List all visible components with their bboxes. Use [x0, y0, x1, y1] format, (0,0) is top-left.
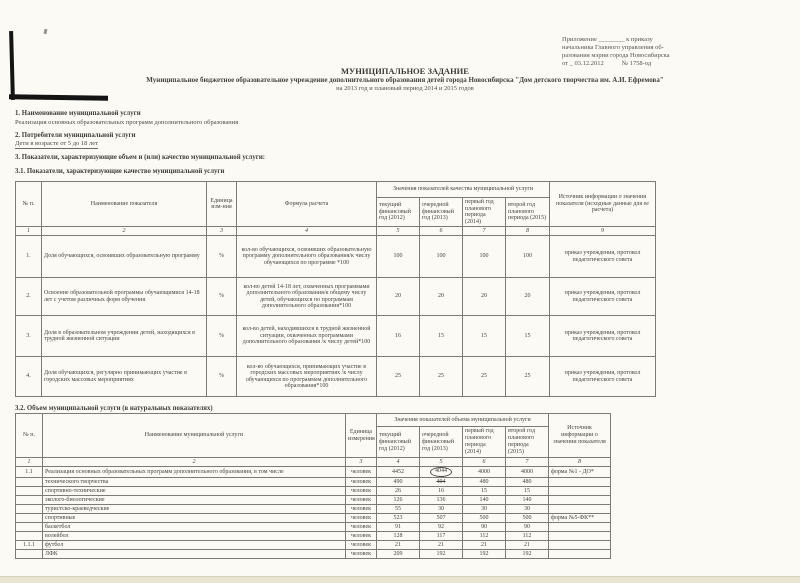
col-header-number: № п. [16, 414, 43, 458]
table-header-row [16, 182, 656, 198]
value-2015-cell: 500 [506, 514, 549, 523]
value-2014-cell: 15 [463, 316, 506, 357]
value-2014-cell: 112 [463, 532, 506, 541]
table-row [16, 478, 611, 487]
table-row [16, 532, 611, 541]
col-header-service-name: Наименование муниципальной услуги [43, 414, 346, 458]
formula-cell: кол-во обучающихся, освоивших образовательную программу дополнительного образования/к числу обучающихся по программе *100 [237, 236, 377, 278]
section1-heading: 1. Наименование муниципальной услуги [15, 110, 141, 117]
value-2013-cell: 117 [420, 532, 463, 541]
value-2013-cell: 21 [420, 541, 463, 550]
unit-cell: человек [346, 478, 377, 487]
table-row [16, 357, 656, 397]
column-number: 5 [420, 458, 463, 467]
column-number: 8 [549, 458, 611, 467]
col-header-unit: Единица изм-ния [207, 182, 237, 227]
service-name-cell: баскетбол [43, 523, 346, 532]
scan-bottom-edge [0, 576, 800, 583]
section2-body: Дети в возрасте от 5 до 18 лет [15, 140, 99, 147]
source-cell: форма №1 - ДО* [549, 467, 611, 478]
row-number-cell [16, 487, 43, 496]
value-2014-cell: 480 [463, 478, 506, 487]
value-2015-cell: 4000 [506, 467, 549, 478]
row-number-cell: 2. [16, 278, 42, 316]
table-row [16, 278, 656, 316]
value-2012-cell: 4452 [377, 467, 420, 478]
col-header-unit: Единица измерения [346, 414, 377, 458]
value-2015-cell: 15 [506, 316, 550, 357]
source-cell [549, 505, 611, 514]
unit-cell: человек [346, 550, 377, 559]
source-cell: приказ учреждения, протокол педагогического совета [550, 236, 656, 278]
column-number: 2 [43, 458, 346, 467]
unit-cell: человек [346, 532, 377, 541]
table-header-row [16, 414, 611, 427]
unit-cell: % [207, 316, 237, 357]
unit-cell: человек [346, 487, 377, 496]
value-2013-cell: 30 [420, 505, 463, 514]
quality-indicators-table [15, 181, 656, 397]
value-2012-cell: 25 [377, 357, 420, 397]
section3-1-heading: 3.1. Показатели, характеризующие качество муниципальной услуги [15, 168, 225, 175]
column-number: 6 [463, 458, 506, 467]
appendix-note-line: Приложение ________ к приказу [562, 36, 653, 43]
column-number: 7 [506, 458, 549, 467]
column-number: 7 [463, 227, 506, 236]
value-2015-cell: 112 [506, 532, 549, 541]
value-2012-cell: 16 [377, 316, 420, 357]
indicator-name-cell: Доля обучающихся, освоивших образовательную программу [42, 236, 207, 278]
unit-cell: человек [346, 514, 377, 523]
column-number: 1 [16, 227, 42, 236]
col-header-indicator-name: Наименование показателя [42, 182, 207, 227]
column-number: 6 [420, 227, 463, 236]
column-number: 2 [42, 227, 207, 236]
column-number: 1 [16, 458, 43, 467]
source-cell [549, 496, 611, 505]
service-name-cell: волейбол [43, 532, 346, 541]
row-number-cell: 1. [16, 236, 42, 278]
source-cell [549, 478, 611, 487]
source-cell [549, 532, 611, 541]
col-header-source: Источник информации о значении показателя [549, 414, 611, 458]
table-row [16, 496, 611, 505]
unit-cell: человек [346, 505, 377, 514]
source-cell: форма №5-ФК** [549, 514, 611, 523]
row-number-cell: 4. [16, 357, 42, 397]
value-2015-cell: 100 [506, 236, 550, 278]
handwritten-circle-annotation: 4044 [430, 467, 452, 477]
source-cell [549, 550, 611, 559]
col-header-year-2012: текущий финансовый год (2012) [377, 427, 420, 458]
value-2015-cell: 25 [506, 357, 550, 397]
value-2012-cell: 21 [377, 541, 420, 550]
service-name-cell: спортивно-технические [43, 487, 346, 496]
value-2012-cell: 128 [377, 532, 420, 541]
row-number-cell [16, 523, 43, 532]
appendix-note-line: начальника Главного управления об- [562, 44, 664, 51]
column-number: 8 [506, 227, 550, 236]
source-cell: приказ учреждения, протокол педагогического совета [550, 316, 656, 357]
value-2015-cell: 21 [506, 541, 549, 550]
unit-cell: % [207, 357, 237, 397]
value-2012-cell: 91 [377, 523, 420, 532]
col-header-year-2015: второй год планового периода (2015) [506, 198, 550, 227]
column-number-row [16, 227, 656, 236]
value-2013-cell: 136 [420, 496, 463, 505]
col-header-formula: Формула расчета [237, 182, 377, 227]
unit-cell: человек [346, 467, 377, 478]
col-header-year-2012: текущий финансовый год (2012) [377, 198, 420, 227]
service-name-cell: ЛФК [43, 550, 346, 559]
col-group-volume-values: Значения показателей объема муниципальной услуги [377, 414, 549, 427]
value-2013-cell: 92 [420, 523, 463, 532]
value-2014-cell: 100 [463, 236, 506, 278]
scan-corner-mark-horizontal [9, 94, 108, 100]
value-2015-cell: 15 [506, 487, 549, 496]
value-2013-cell: 25 [420, 357, 463, 397]
column-number: 5 [377, 227, 420, 236]
source-cell: приказ учреждения, протокол педагогического совета [550, 357, 656, 397]
value-2013-cell: 100 [420, 236, 463, 278]
table-row [16, 550, 611, 559]
formula-cell: кол-во детей, находившихся в трудной жизненной ситуации, охваченных программами дополнительного образования /к числу детей*100 [237, 316, 377, 357]
value-2013-cell-struck: 494 [420, 478, 463, 487]
col-header-year-2014: первый год планового периода (2014) [463, 198, 506, 227]
col-header-source: Источник информации о значении показателя (исходные данные для ее расчета) [550, 182, 656, 227]
source-cell [549, 487, 611, 496]
document-subtitle: Муниципальное бюджетное образовательное учреждение дополнительного образования детей города Новосибирска "Дом детского творчества им. А.И. Ефремова" [146, 76, 664, 84]
table-row [16, 541, 611, 550]
value-2015-cell: 480 [506, 478, 549, 487]
table-row [16, 487, 611, 496]
unit-cell: человек [346, 523, 377, 532]
value-2013-cell: 20 [420, 278, 463, 316]
col-header-year-2013: очередной финансовый год (2013) [420, 198, 463, 227]
row-number-cell [16, 514, 43, 523]
unit-cell: % [207, 236, 237, 278]
column-number: 3 [207, 227, 237, 236]
source-cell: приказ учреждения, протокол педагогического совета [550, 278, 656, 316]
value-2015-cell: 90 [506, 523, 549, 532]
value-2014-cell: 192 [463, 550, 506, 559]
unit-cell: человек [346, 541, 377, 550]
table-row [16, 316, 656, 357]
col-header-year-2015: второй год планового периода (2015) [506, 427, 549, 458]
column-number-row [16, 458, 611, 467]
table-row [16, 523, 611, 532]
indicator-name-cell: Доля обучающихся, регулярно принимающих участие в городских массовых мероприятиях [42, 357, 207, 397]
row-number-cell [16, 478, 43, 487]
value-2014-cell: 140 [463, 496, 506, 505]
value-2014-cell: 20 [463, 278, 506, 316]
row-number-cell: 1.1.1 [16, 541, 43, 550]
row-number-cell [16, 496, 43, 505]
table-row [16, 467, 611, 478]
row-number-cell: 3. [16, 316, 42, 357]
table-row [16, 505, 611, 514]
value-2015-cell: 30 [506, 505, 549, 514]
source-cell [549, 541, 611, 550]
value-2012-cell: 20 [377, 278, 420, 316]
table-row [16, 514, 611, 523]
value-2013-cell: 16 [420, 487, 463, 496]
source-cell [549, 523, 611, 532]
unit-cell: человек [346, 496, 377, 505]
document-title: МУНИЦИПАЛЬНОЕ ЗАДАНИЕ [341, 66, 469, 76]
value-2014-cell: 25 [463, 357, 506, 397]
column-number: 4 [237, 227, 377, 236]
col-header-number: № п. [16, 182, 42, 227]
section1-body: Реализация основных образовательных программ дополнительного образования [15, 119, 239, 126]
value-2014-cell: 90 [463, 523, 506, 532]
formula-cell: кол-во детей 14-18 лет, охваченных программами дополнительного образования/к общему числу детей, обучающихся по программам дополнительного образования*100 [237, 278, 377, 316]
value-2013-cell: 192 [420, 550, 463, 559]
document-period: на 2013 год и плановый период 2014 и 2015 годов [336, 85, 474, 92]
col-group-quality-values: Значения показателей качества муниципальной услуги [377, 182, 550, 198]
row-number-cell: 1.1 [16, 467, 43, 478]
row-number-cell [16, 532, 43, 541]
service-name-cell: туристско-краеведческие [43, 505, 346, 514]
unit-cell: % [207, 278, 237, 316]
column-number: 3 [346, 458, 377, 467]
col-header-year-2013: очередной финансовый год (2013) [420, 427, 463, 458]
value-2013-cell: 507 [420, 514, 463, 523]
section3-2-heading: 3.2. Объем муниципальной услуги (в натуральных показателях) [15, 405, 213, 412]
value-2014-cell: 21 [463, 541, 506, 550]
column-number: 4 [377, 458, 420, 467]
value-2012-cell: 209 [377, 550, 420, 559]
appendix-note-line: разования мэрии города Новосибирска [562, 52, 670, 59]
value-2012-cell: 100 [377, 236, 420, 278]
value-2015-cell: 192 [506, 550, 549, 559]
value-2015-cell: 20 [506, 278, 550, 316]
section2-heading: 2. Потребители муниципальной услуги [15, 132, 136, 139]
value-2012-cell: 523 [377, 514, 420, 523]
section3-heading: 3. Показатели, характеризующие объем и (или) качество муниципальной услуги: [15, 154, 265, 161]
volume-indicators-table [15, 413, 611, 559]
appendix-note-number: № 1758-од [621, 60, 652, 67]
service-name-cell: технического творчества [43, 478, 346, 487]
col-header-year-2014: первый год планового периода (2014) [463, 427, 506, 458]
value-2012-cell: 55 [377, 505, 420, 514]
value-2014-cell: 30 [463, 505, 506, 514]
value-2013-cell [420, 467, 463, 478]
row-number-cell [16, 505, 43, 514]
scan-speck [44, 29, 48, 35]
row-number-cell [16, 550, 43, 559]
service-name-cell: Реализация основных образовательных программ дополнительного образования, в том числе [43, 467, 346, 478]
indicator-name-cell: Доля в образовательном учреждении детей, находящихся в трудной жизненной ситуации [42, 316, 207, 357]
service-name-cell: футбол [43, 541, 346, 550]
appendix-note [562, 36, 767, 68]
formula-cell: кол-во обучающихся, принимающих участие в городских массовых мероприятиях /к числу обучающихся по программам дополнительного образования*100 [237, 357, 377, 397]
value-2012-cell: 126 [377, 496, 420, 505]
value-2012-cell: 490 [377, 478, 420, 487]
indicator-name-cell: Освоение образовательной программы обучающимися 14-18 лет с учетом различных форм обучения [42, 278, 207, 316]
service-name-cell: спортивные [43, 514, 346, 523]
value-2012-cell: 26 [377, 487, 420, 496]
table-row [16, 236, 656, 278]
appendix-note-date: от _ 03.12.2012 [562, 60, 604, 67]
service-name-cell: эколого-биологические [43, 496, 346, 505]
value-2013-cell: 15 [420, 316, 463, 357]
value-2015-cell: 140 [506, 496, 549, 505]
value-2014-cell: 500 [463, 514, 506, 523]
value-2014-cell: 4000 [463, 467, 506, 478]
column-number: 9 [550, 227, 656, 236]
value-2014-cell: 15 [463, 487, 506, 496]
